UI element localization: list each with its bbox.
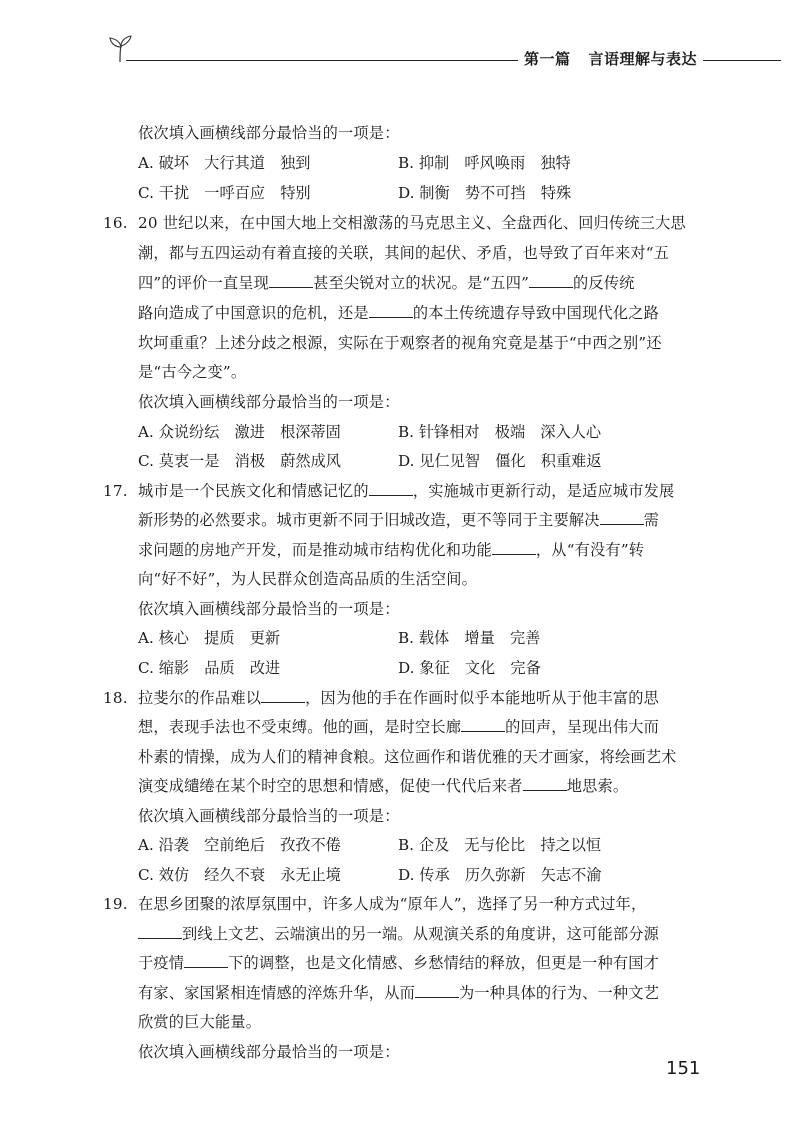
q16-line-2: 潮，都与五四运动有着直接的关联，其间的起伏、矛盾，也导致了百年来对“五 <box>138 244 670 262</box>
answer-blank <box>523 776 567 791</box>
q18-option-c: C. 效仿 经久不衰 永无止境 <box>138 866 341 884</box>
page-header <box>106 30 782 70</box>
q19-line-2: 到线上文艺、云端演出的另一端。从观演关系的角度讲，这可能部分源 <box>138 924 659 944</box>
q18-number: 18. <box>103 689 128 707</box>
q18-line-3: 朴素的情操，成为人们的精神食粮。这位画作和谐优雅的天才画家，将绘画艺术 <box>138 748 677 766</box>
q17-line-4: 向“好不好”，为人民群众创造高品质的生活空间。 <box>138 570 478 588</box>
q16-option-c: C. 莫衷一是 消极 蔚然成风 <box>138 452 341 470</box>
answer-blank <box>529 273 573 288</box>
header-title <box>524 48 697 69</box>
q17-option-a: A. 核心 提质 更新 <box>138 629 281 647</box>
answer-blank <box>261 688 305 703</box>
header-part: 第一篇 <box>524 50 571 68</box>
answer-blank <box>369 303 413 318</box>
answer-blank <box>369 481 413 496</box>
answer-blank <box>492 540 536 555</box>
q19-prompt: 依次填入画横线部分最恰当的一项是： <box>138 1043 400 1061</box>
q18-option-b: B. 企及 无与伦比 持之以恒 <box>398 836 602 854</box>
page-number: 151 <box>666 1058 701 1079</box>
q19-line-4: 有家、家国紧相连情感的淬炼升华，从而 为一种具体的行为、一种文艺 <box>138 984 660 1002</box>
answer-blank <box>269 273 313 288</box>
answer-blank <box>184 953 228 968</box>
q17-line-1: 城市是一个民族文化和情感记忆的 ，实施城市更新行动，是适应城市发展 <box>138 482 675 500</box>
q19-line-1: 在思乡团聚的浓厚氛围中，许多人成为“原年人”，选择了另一种方式过年， <box>138 895 647 913</box>
answer-blank <box>600 510 644 525</box>
q19-number: 19. <box>103 895 128 913</box>
header-section-title: 言语理解与表达 <box>588 50 698 68</box>
answer-blank <box>461 717 505 732</box>
q18-prompt: 依次填入画横线部分最恰当的一项是： <box>138 807 400 825</box>
q16-line-3: 四”的评价一直呈现 甚至尖锐对立的状况。是“五四” 的反传统 <box>138 274 635 292</box>
q16-number: 16. <box>103 214 128 232</box>
q15-option-b: B. 抑制 呼风唤雨 独特 <box>398 154 571 172</box>
q17-option-d: D. 象征 文化 完备 <box>398 659 541 677</box>
q18-line-2: 想，表现手法也不受束缚。他的画，是时空长廊 的回声，呈现出伟大而 <box>138 718 660 736</box>
q16-line-1: 20 世纪以来，在中国大地上交相激荡的马克思主义、全盘西化、回归传统三大思 <box>138 214 686 232</box>
q15-option-a: A. 破坏 大行其道 独到 <box>138 154 311 172</box>
q17-option-c: C. 缩影 品质 改进 <box>138 659 281 677</box>
q16-prompt: 依次填入画横线部分最恰当的一项是： <box>138 393 400 411</box>
q17-number: 17. <box>103 482 128 500</box>
q15-option-c: C. 干扰 一呼百应 特别 <box>138 184 311 202</box>
q19-line-3: 于疫情 下的调整，也是文化情感、乡愁情结的释放，但更是一种有国才 <box>138 954 660 972</box>
q18-option-d: D. 传承 历久弥新 矢志不渝 <box>398 866 602 884</box>
q16-option-d: D. 见仁见智 僵化 积重难返 <box>398 452 602 470</box>
header-rule-right <box>703 60 781 61</box>
q17-option-b: B. 载体 增量 完善 <box>398 629 541 647</box>
q16-line-6: 是“古今之变”。 <box>138 363 247 381</box>
answer-blank <box>415 983 459 998</box>
q15-option-d: D. 制衡 势不可挡 特殊 <box>398 184 572 202</box>
q17-prompt: 依次填入画横线部分最恰当的一项是： <box>138 600 400 618</box>
q18-option-a: A. 沿袭 空前绝后 孜孜不倦 <box>138 836 341 854</box>
answer-blank <box>138 924 182 939</box>
q16-option-a: A. 众说纷纭 激进 根深蒂固 <box>138 423 341 441</box>
header-rule-left <box>126 60 518 61</box>
q19-line-5: 欣赏的巨大能量。 <box>138 1013 262 1031</box>
q17-line-3: 求问题的房地产开发，而是推动城市结构优化和功能 ，从“有没有”转 <box>138 541 645 559</box>
q16-line-5: 坎坷重重？上述分歧之根源，实际在于观察者的视角究竟是基于“中西之别”还 <box>138 334 662 352</box>
q18-line-4: 演变成缱绻在某个时空的思想和情感，促使一代代后来者 地思索。 <box>138 777 629 795</box>
q17-line-2: 新形势的必然要求。城市更新不同于旧城改造，更不等同于主要解决 需 <box>138 511 660 529</box>
q16-line-4: 路向造成了中国意识的危机，还是 的本土传统遗存导致中国现代化之路 <box>138 304 660 322</box>
q16-option-b: B. 针锋相对 极端 深入人心 <box>398 423 602 441</box>
q15-prompt: 依次填入画横线部分最恰当的一项是： <box>138 124 400 142</box>
q18-line-1: 拉斐尔的作品难以 ，因为他的手在作画时似乎本能地听从于他丰富的思 <box>138 689 660 707</box>
